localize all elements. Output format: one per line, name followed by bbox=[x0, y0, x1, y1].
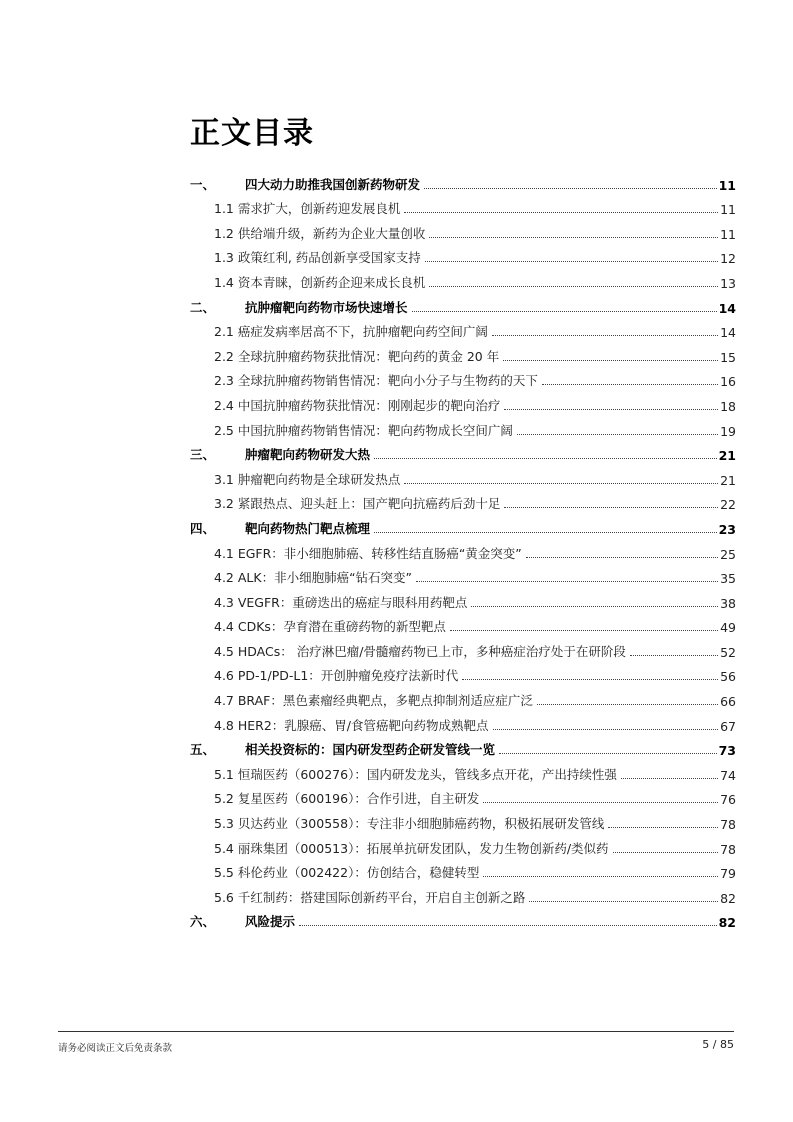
toc-entry-title: 4.7 BRAF：黑色素瘤经典靶点，多靶点抑制剂适应症广泛 bbox=[214, 693, 533, 709]
toc-section-entry[interactable] bbox=[190, 365, 736, 390]
toc-page-number: 78 bbox=[720, 841, 736, 857]
toc-page-number: 82 bbox=[720, 890, 736, 906]
toc-dot-leader bbox=[404, 212, 718, 213]
toc-page-number: 21 bbox=[720, 472, 736, 488]
toc-chapter-number: 三、 bbox=[190, 447, 216, 463]
toc-section-entry[interactable] bbox=[190, 611, 736, 636]
toc-dot-leader bbox=[504, 409, 718, 410]
toc-section-entry[interactable] bbox=[190, 586, 736, 611]
toc-dot-leader bbox=[526, 557, 718, 558]
toc-dot-leader bbox=[483, 876, 718, 877]
toc-section-entry[interactable] bbox=[190, 807, 736, 832]
toc-chapter-number: 四、 bbox=[190, 520, 216, 536]
toc-entry-title: 1.4 资本青睐，创新药企迎来成长良机 bbox=[214, 274, 426, 290]
footer-disclaimer: 请务必阅读正文后免责条款 bbox=[58, 1043, 173, 1054]
toc-section-entry[interactable] bbox=[190, 684, 736, 709]
toc-entry-title: 2.5 中国抗肿瘤药物销售情况：靶向药物成长空间广阔 bbox=[214, 422, 513, 438]
toc-entry-title: 3.1 肿瘤靶向药物是全球研发热点 bbox=[214, 471, 401, 487]
toc-dot-leader bbox=[425, 261, 718, 262]
toc-section-entry[interactable] bbox=[190, 635, 736, 660]
toc-chapter-entry[interactable] bbox=[190, 906, 736, 931]
toc-page-number: 23 bbox=[718, 521, 736, 537]
toc-page-number: 25 bbox=[720, 546, 736, 562]
toc-section-entry[interactable] bbox=[190, 537, 736, 562]
toc-page-number: 79 bbox=[720, 866, 736, 882]
toc-section-entry[interactable] bbox=[190, 488, 736, 513]
toc-dot-leader bbox=[493, 729, 719, 730]
toc-page-number: 14 bbox=[720, 325, 736, 341]
toc-dot-leader bbox=[412, 311, 717, 312]
toc-dot-leader bbox=[416, 581, 718, 582]
toc-dot-leader bbox=[471, 606, 718, 607]
toc-dot-leader bbox=[517, 434, 718, 435]
toc-page-number: 18 bbox=[720, 398, 736, 414]
toc-page-number: 11 bbox=[718, 177, 736, 193]
toc-section-entry[interactable] bbox=[190, 857, 736, 882]
toc-entry-title: 风险提示 bbox=[245, 914, 296, 930]
toc-page-number: 74 bbox=[720, 767, 736, 783]
toc-dot-leader bbox=[450, 630, 718, 631]
table-of-contents bbox=[190, 168, 736, 930]
toc-section-entry[interactable] bbox=[190, 660, 736, 685]
toc-entry-title: 3.2 紧跟热点、迎头赶上：国产靶向抗癌药后劲十足 bbox=[214, 496, 501, 512]
toc-page-number: 66 bbox=[720, 694, 736, 710]
toc-entry-title: 5.4 丽珠集团（000513）：拓展单抗研发团队，发力生物创新药/类似药 bbox=[214, 840, 609, 856]
toc-entry-title: 5.6 千红制药：搭建国际创新药平台，开启自主创新之路 bbox=[214, 889, 526, 905]
toc-dot-leader bbox=[492, 335, 718, 336]
toc-dot-leader bbox=[504, 507, 718, 508]
toc-page-number: 14 bbox=[718, 300, 736, 316]
toc-chapter-number: 五、 bbox=[190, 742, 216, 758]
toc-entry-title: 4.2 ALK：非小细胞肺癌“钻石突变” bbox=[214, 570, 413, 586]
toc-entry-title: 4.1 EGFR：非小细胞肺癌、转移性结直肠癌“黄金突变” bbox=[214, 545, 522, 561]
toc-page-number: 15 bbox=[720, 349, 736, 365]
toc-dot-leader bbox=[374, 458, 717, 459]
toc-chapter-entry[interactable] bbox=[190, 168, 736, 193]
toc-section-entry[interactable] bbox=[190, 463, 736, 488]
toc-page-number: 35 bbox=[720, 571, 736, 587]
toc-section-entry[interactable] bbox=[190, 783, 736, 808]
footer-page-number: 5 / 85 bbox=[702, 1038, 734, 1051]
toc-section-entry[interactable] bbox=[190, 193, 736, 218]
toc-page-number: 21 bbox=[718, 448, 736, 464]
toc-page-number: 78 bbox=[720, 817, 736, 833]
toc-dot-leader bbox=[499, 753, 717, 754]
toc-dot-leader bbox=[613, 852, 719, 853]
toc-dot-leader bbox=[424, 188, 717, 189]
toc-entry-title: 5.2 复星医药（600196）：合作引进，自主研发 bbox=[214, 791, 480, 807]
toc-entry-title: 4.4 CDKs：孕育潜在重磅药物的新型靶点 bbox=[214, 619, 446, 635]
toc-entry-title: 2.4 中国抗肿瘤药物获批情况：刚刚起步的靶向治疗 bbox=[214, 397, 501, 413]
toc-chapter-entry[interactable] bbox=[190, 439, 736, 464]
toc-section-entry[interactable] bbox=[190, 562, 736, 587]
toc-dot-leader bbox=[503, 360, 718, 361]
toc-chapter-entry[interactable] bbox=[190, 291, 736, 316]
toc-chapter-entry[interactable] bbox=[190, 734, 736, 759]
toc-chapter-number: 六、 bbox=[190, 914, 216, 930]
toc-section-entry[interactable] bbox=[190, 266, 736, 291]
toc-section-entry[interactable] bbox=[190, 758, 736, 783]
toc-dot-leader bbox=[462, 679, 718, 680]
toc-entry-title: 2.2 全球抗肿瘤药物获批情况：靶向药的黄金 20 年 bbox=[214, 348, 500, 364]
toc-entry-title: 4.5 HDACs： 治疗淋巴瘤/骨髓瘤药物已上市，多种癌症治疗处于在研阶段 bbox=[214, 643, 626, 659]
toc-entry-title: 1.2 供给端升级，新药为企业大量创收 bbox=[214, 225, 426, 241]
toc-section-entry[interactable] bbox=[190, 832, 736, 857]
toc-page-number: 11 bbox=[720, 226, 736, 242]
toc-entry-title: 4.8 HER2：乳腺癌、胃/食管癌靶向药物成熟靶点 bbox=[214, 717, 489, 733]
toc-chapter-number: 一、 bbox=[190, 176, 216, 192]
toc-dot-leader bbox=[542, 384, 718, 385]
toc-section-entry[interactable] bbox=[190, 709, 736, 734]
toc-entry-title: 1.1 需求扩大，创新药迎发展良机 bbox=[214, 201, 401, 217]
toc-entry-title: 1.3 政策红利, 药品创新享受国家支持 bbox=[214, 250, 421, 266]
toc-dot-leader bbox=[630, 655, 718, 656]
toc-dot-leader bbox=[529, 901, 718, 902]
toc-entry-title: 4.3 VEGFR：重磅迭出的癌症与眼科用药靶点 bbox=[214, 594, 468, 610]
toc-section-entry[interactable] bbox=[190, 881, 736, 906]
toc-page-number: 13 bbox=[720, 275, 736, 291]
toc-dot-leader bbox=[537, 704, 718, 705]
toc-entry-title: 2.1 癌症发病率居高不下，抗肿瘤靶向药空间广阔 bbox=[214, 324, 488, 340]
toc-page-number: 67 bbox=[720, 718, 736, 734]
toc-page-number: 49 bbox=[720, 620, 736, 636]
toc-dot-leader bbox=[483, 802, 718, 803]
toc-chapter-entry[interactable] bbox=[190, 512, 736, 537]
toc-entry-title: 靶向药物热门靶点梳理 bbox=[245, 520, 371, 536]
toc-section-entry[interactable] bbox=[190, 316, 736, 341]
toc-entry-title: 5.1 恒瑞医药（600276）：国内研发龙头，管线多点开花，产出持续性强 bbox=[214, 766, 617, 782]
footer-divider bbox=[58, 1031, 734, 1032]
toc-entry-title: 肿瘤靶向药物研发大热 bbox=[245, 447, 371, 463]
toc-entry-title: 2.3 全球抗肿瘤药物销售情况：靶向小分子与生物药的天下 bbox=[214, 373, 538, 389]
toc-dot-leader bbox=[374, 532, 717, 533]
toc-section-entry[interactable] bbox=[190, 242, 736, 267]
toc-page-number: 12 bbox=[720, 251, 736, 267]
toc-entry-title: 四大动力助推我国创新药物研发 bbox=[245, 176, 421, 192]
toc-section-entry[interactable] bbox=[190, 217, 736, 242]
toc-page-number: 38 bbox=[720, 595, 736, 611]
toc-section-entry[interactable] bbox=[190, 414, 736, 439]
toc-page-number: 16 bbox=[720, 374, 736, 390]
toc-page-number: 19 bbox=[720, 423, 736, 439]
toc-page-number: 11 bbox=[720, 202, 736, 218]
toc-page-number: 56 bbox=[720, 669, 736, 685]
toc-entry-title: 相关投资标的：国内研发型药企研发管线一览 bbox=[245, 742, 496, 758]
toc-section-entry[interactable] bbox=[190, 389, 736, 414]
toc-page-number: 82 bbox=[718, 915, 736, 931]
toc-dot-leader bbox=[621, 778, 718, 779]
toc-dot-leader bbox=[429, 237, 718, 238]
toc-dot-leader bbox=[429, 286, 718, 287]
toc-dot-leader bbox=[299, 925, 717, 926]
toc-page-number: 76 bbox=[720, 792, 736, 808]
toc-dot-leader bbox=[404, 483, 718, 484]
toc-entry-title: 4.6 PD-1/PD-L1：开创肿瘤免疫疗法新时代 bbox=[214, 668, 459, 684]
toc-chapter-number: 二、 bbox=[190, 299, 216, 315]
toc-dot-leader bbox=[608, 827, 718, 828]
toc-page-number: 52 bbox=[720, 644, 736, 660]
toc-entry-title: 5.3 贝达药业（300558）：专注非小细胞肺癌药物，积极拓展研发管线 bbox=[214, 816, 605, 832]
toc-entry-title: 5.5 科伦药业（002422）：仿创结合，稳健转型 bbox=[214, 865, 480, 881]
page-title: 正文目录 bbox=[190, 116, 314, 151]
toc-page-number: 22 bbox=[720, 497, 736, 513]
toc-page-number: 73 bbox=[718, 743, 736, 759]
toc-entry-title: 抗肿瘤靶向药物市场快速增长 bbox=[245, 299, 408, 315]
toc-section-entry[interactable] bbox=[190, 340, 736, 365]
